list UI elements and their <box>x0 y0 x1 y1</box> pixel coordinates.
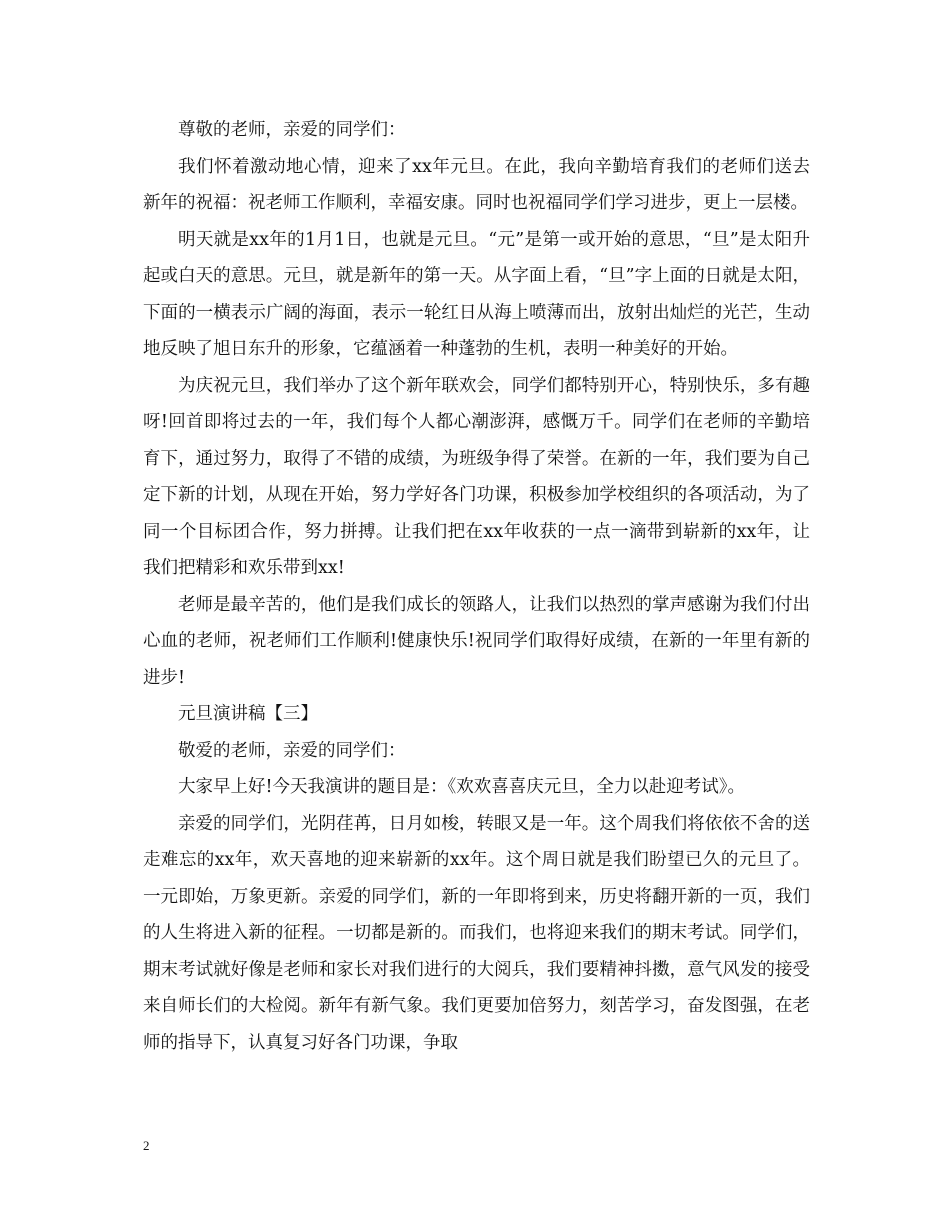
section-heading: 元旦演讲稿【三】 <box>178 704 318 724</box>
paragraph-thanks-teachers: 老师是最辛苦的，他们是我们成长的领路人，让我们以热烈的掌声感谢为我们付出心血的老师，祝老师们工作顺利!健康快乐!祝同学们取得好成绩，在新的一年里有新的进步! <box>143 594 810 688</box>
paragraph-exam-prep: 亲爱的同学们，光阴荏苒，日月如梭，转眼又是一年。这个周我们将依依不舍的送走难忘的xx年，欢天喜地的迎来崭新的xx年。这个周日就是我们盼望已久的元旦了。一元即始，万象更新。亲爱的同学们，新的一年即将到来，历史将翻开新的一页，我们的人生将进入新的征程。一切都是新的。而我们，也将迎来我们的期末考试。同学们，期末考试就好像是老师和家长对我们进行的大阅兵，我们要精神抖擞，意气风发的接受来自师长们的大检阅。新年有新气象。我们更要加倍努力，刻苦学习，奋发图强，在老师的指导下，认真复习好各门功课，争取 <box>143 813 810 1053</box>
paragraph-salutation: 尊敬的老师，亲爱的同学们： <box>178 120 406 140</box>
paragraph-greeting: 我们怀着激动地心情，迎来了xx年元旦。在此，我向辛勤培育我们的老师们送去新年的祝福：祝老师工作顺利，幸福安康。同时也祝福同学们学习进步，更上一层楼。 <box>143 156 810 213</box>
paragraph-speech-topic: 大家早上好!今天我演讲的题目是：《欢欢喜喜庆元旦，全力以赴迎考试》。 <box>178 777 746 797</box>
paragraph-celebration: 为庆祝元旦，我们举办了这个新年联欢会，同学们都特别开心，特别快乐，多有趣呀!回首即将过去的一年，我们每个人都心潮澎湃，感慨万千。同学们在老师的辛勤培育下，通过努力，取得了不错的成绩，为班级争得了荣誉。在新的一年，我们要为自己定下新的计划，从现在开始，努力学好各门功课，积极参加学校组织的各项活动，为了同一个目标团合作，努力拼搏。让我们把在xx年收获的一点一滴带到崭新的xx年，让我们把精彩和欢乐带到xx! <box>143 375 810 578</box>
page-number: 2 <box>143 1138 150 1153</box>
paragraph-salutation-2: 敬爱的老师，亲爱的同学们： <box>178 740 406 761</box>
paragraph-new-year-meaning: 明天就是xx年的1月1日，也就是元旦。“元”是第一或开始的意思，“旦”是太阳升起或白天的意思。元旦，就是新年的第一天。从字面上看，“旦”字上面的日就是太阳，下面的一横表示广阔的海面，表示一轮红日从海上喷薄而出，放射出灿烂的光芒，生动地反映了旭日东升的形象，它蕴涵着一种蓬勃的生机，表明一种美好的开始。 <box>143 229 810 359</box>
document-body <box>143 112 810 1061</box>
